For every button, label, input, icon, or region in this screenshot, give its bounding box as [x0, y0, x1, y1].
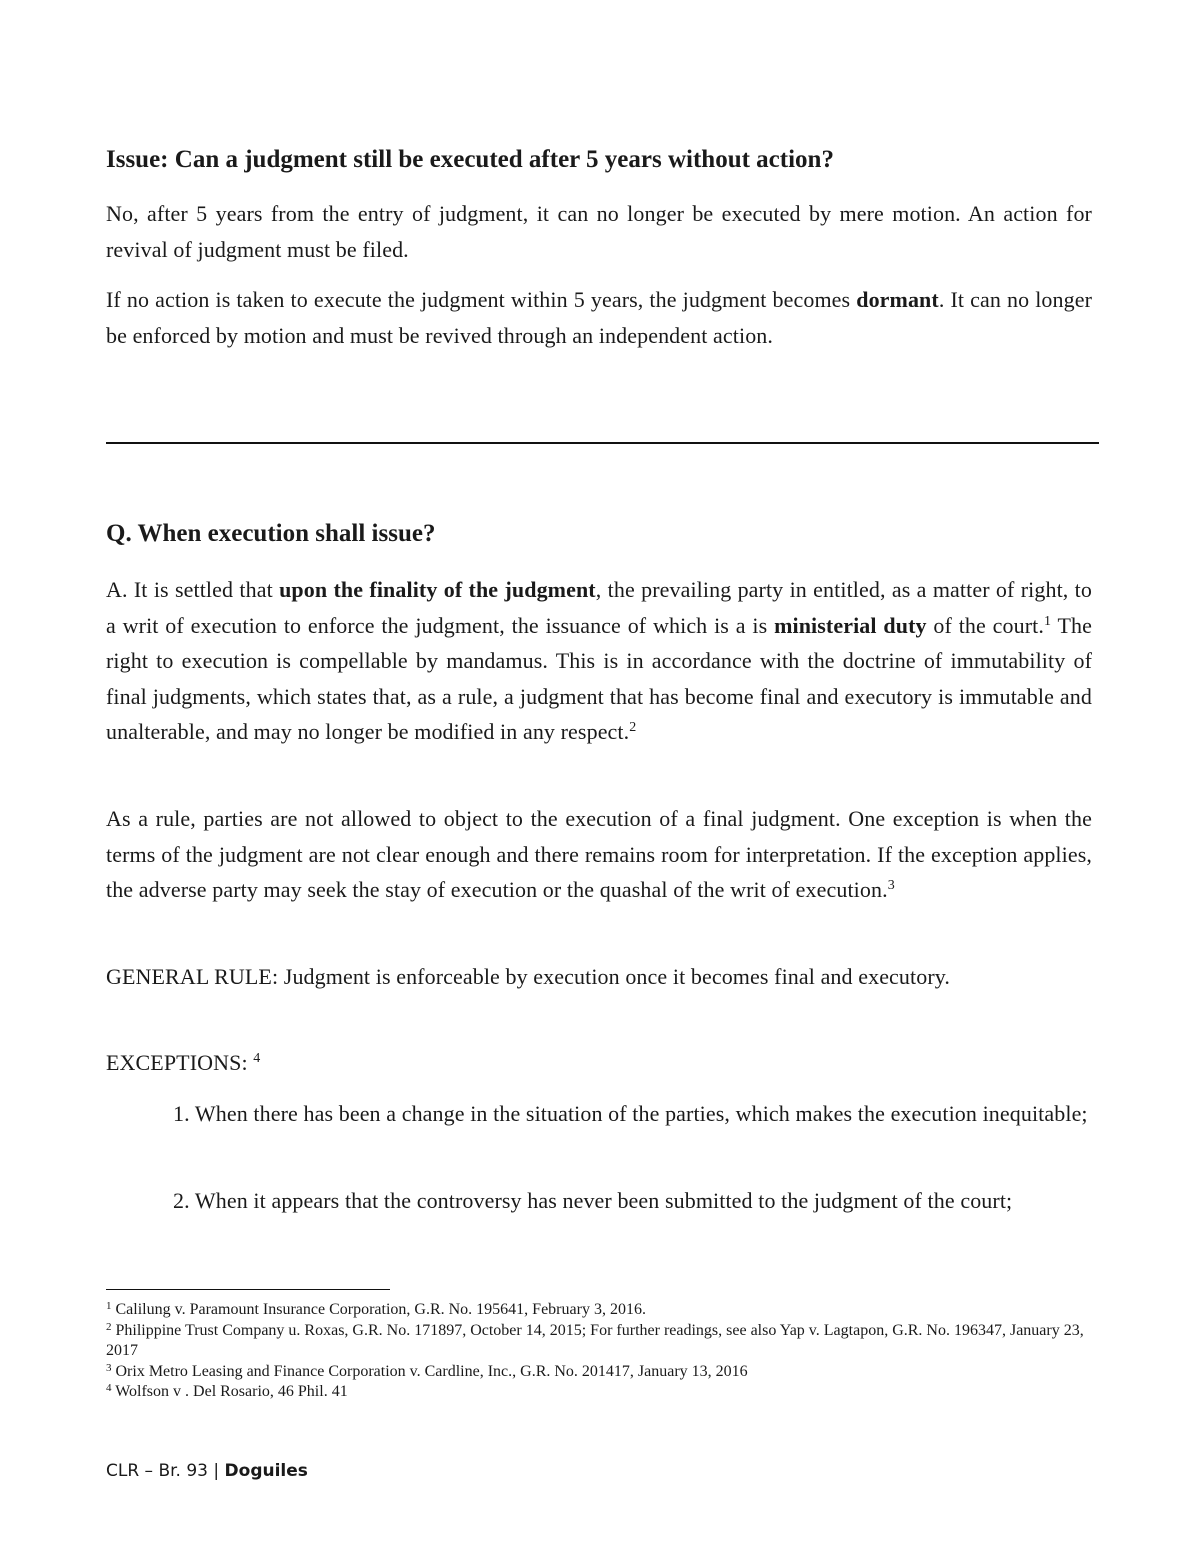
footnotes: [106, 1300, 1092, 1403]
page-footer: [106, 1460, 308, 1482]
footnote-ref-4[interactable]: 4: [253, 1051, 261, 1066]
issue-answer-paragraph: No, after 5 years from the entry of judgment, it can no longer be executed by mere motion. An action for revival of judgment must be filed.: [106, 201, 1092, 262]
dormant-paragraph: [106, 282, 1092, 353]
answer-text-a: A. It is settled that: [106, 577, 280, 602]
dormant-paragraph-text: If no action is taken to execute the judgment within 5 years, the judgment becomes: [106, 287, 857, 312]
ministerial-duty-term: ministerial duty: [774, 612, 927, 638]
document-page: [106, 0, 1098, 1553]
section-divider: [106, 442, 1099, 444]
footnote-number: 1: [106, 1300, 112, 1312]
finality-term: upon the finality of the judgment: [279, 577, 596, 602]
footer-course: CLR – Br. 93 |: [106, 1461, 225, 1481]
exceptions-label-text: EXCEPTIONS:: [106, 1050, 254, 1075]
general-rule-text: : Judgment is enforceable by execution once it becomes final and executory.: [271, 964, 951, 989]
footnote-text: Wolfson v . Del Rosario, 46 Phil. 41: [111, 1383, 348, 1400]
answer-text-d: The right to execution is compellable by mandamus. This is in accordance with the doctrine of immutability of final judgments, which states that, as a rule, a judgment that has become final and executory is immutable and unalterable, and may no longer be modified in any respect.: [106, 612, 1093, 744]
footnote-number: 2: [106, 1320, 112, 1333]
exceptions-label: [106, 1045, 1092, 1081]
footnote-text: Orix Metro Leasing and Finance Corporation v. Cardline, Inc., G.R. No. 201417, January 13, 2016: [111, 1362, 748, 1380]
objection-paragraph: [106, 801, 1092, 908]
footnote-number: 4: [106, 1382, 112, 1394]
dormant-paragraph-text-end: . It can no longer be enforced by motion and must be revived through an independent action.: [106, 287, 1092, 348]
footnote-ref-1[interactable]: 1: [1044, 613, 1052, 629]
exception-item-2: 2. When it appears that the controversy has never been submitted to the judgment of the court;: [173, 1188, 1013, 1213]
footnote-ref-3[interactable]: 3: [887, 878, 895, 893]
footnote-2: [106, 1321, 1092, 1362]
exception-item-1: 1. When there has been a change in the situation of the parties, which makes the execution inequitable;: [173, 1101, 1088, 1126]
footnote-4: [106, 1382, 1092, 1403]
footnote-text: Philippine Trust Company u. Roxas, G.R. No. 171897, October 14, 2015; For further readings, see also Yap v. Lagtapon, G.R. No. 196347, January 23, 2017: [106, 1321, 1084, 1359]
objection-text: As a rule, parties are not allowed to object to the execution of a final judgment. One exception is when the terms of the judgment are not clear enough and there remains room for interpretation. If the exception applies, the adverse party may seek the stay of execution or the quashal of the writ of execution.: [106, 806, 1092, 902]
footnote-separator: [106, 1289, 390, 1290]
issue-heading: Issue: Can a judgment still be executed after 5 years without action?: [106, 146, 834, 173]
footnote-text: Calilung v. Paramount Insurance Corporation, G.R. No. 195641, February 3, 2016.: [111, 1301, 646, 1318]
footnote-3: [106, 1362, 1092, 1383]
answer-text-b: , the prevailing party in entitled, as a matter of right, to a writ of execution to enforce the judgment, the issuance of which is a is: [106, 577, 1092, 638]
answer-text-c: of the court.: [926, 612, 1044, 638]
answer-paragraph: [106, 572, 1092, 750]
general-rule-label: GENERAL RULE: [106, 964, 272, 989]
footnote-ref-2[interactable]: 2: [629, 720, 637, 735]
question-heading: Q. When execution shall issue?: [106, 520, 436, 547]
footnote-number: 3: [106, 1361, 112, 1374]
footnote-1: [106, 1300, 1092, 1321]
general-rule-paragraph: [106, 959, 1092, 995]
dormant-term: dormant: [856, 287, 939, 312]
footer-author: Doguiles: [224, 1461, 308, 1481]
